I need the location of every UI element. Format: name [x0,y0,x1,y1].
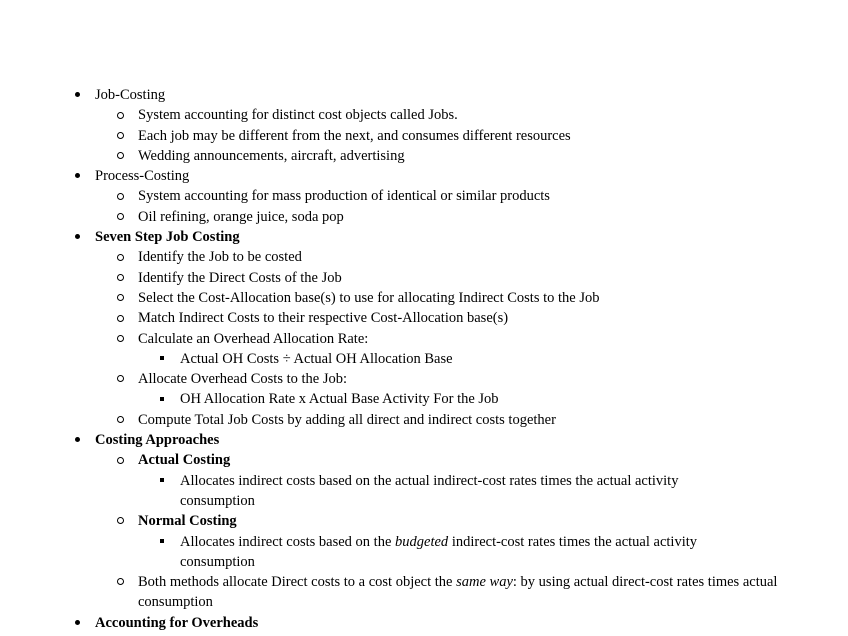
square-bullet-icon [157,389,167,409]
emphasis-text: budgeted [395,533,449,550]
list-item-formula [0,389,848,409]
list-item [0,247,848,267]
circle-bullet-icon [115,126,125,146]
subheading: Actual Costing [138,452,231,469]
disc-bullet-icon [72,430,82,450]
outline-list [0,85,848,633]
list-item-text: Process-Costing [95,168,190,185]
list-item-text: System accounting for mass production of identical or similar products [138,188,550,205]
section-heading: Costing Approaches [95,432,220,449]
disc-bullet-icon [72,166,82,186]
circle-bullet-icon [115,288,125,308]
list-item [0,572,848,613]
list-item-text: Select the Cost-Allocation base(s) to use for allocating Indirect Costs to the Job [138,289,600,306]
list-item-text: Job-Costing [95,87,166,103]
list-item-text: Allocates indirect costs based on the actual indirect-cost rates times the actual activity consumption [180,472,679,509]
list-item-seven-step [0,227,848,247]
list-item-normal-costing [0,511,848,531]
list-item-costing-approaches [0,430,848,450]
list-item-text: Compute Total Job Costs by adding all direct and indirect costs together [138,411,556,428]
list-item-text [138,572,798,613]
list-item-text: Allocate Overhead Costs to the Job: [138,371,347,388]
list-item-text: Actual OH Costs ÷ Actual OH Allocation Base [180,350,453,367]
circle-bullet-icon [115,247,125,267]
circle-bullet-icon [115,308,125,328]
list-item-text: Identify the Direct Costs of the Job [138,269,342,286]
list-item-text: Calculate an Overhead Allocation Rate: [138,330,369,347]
square-bullet-icon [157,349,167,369]
list-item-text [180,532,733,573]
list-item-text: Oil refining, orange juice, soda pop [138,208,344,225]
list-item [0,369,848,389]
circle-bullet-icon [115,369,125,389]
subheading: Normal Costing [138,513,237,530]
list-item-job-costing [0,85,848,105]
list-item-text: Wedding announcements, aircraft, advertising [138,147,405,164]
section-heading: Accounting for Overheads [95,614,259,631]
list-item-process-costing [0,166,848,186]
circle-bullet-icon [115,268,125,288]
list-item [0,186,848,206]
list-item [0,146,848,166]
list-item-text: System accounting for distinct cost objects called Jobs. [138,107,458,124]
list-item [0,471,848,512]
square-bullet-icon [157,532,167,552]
circle-bullet-icon [115,511,125,531]
text-run: indirect-cost rates times the actual activity consumption [180,533,698,570]
list-item-text: Each job may be different from the next, and consumes different resources [138,127,571,144]
disc-bullet-icon [72,227,82,247]
disc-bullet-icon [72,85,82,105]
circle-bullet-icon [115,450,125,470]
list-item [0,126,848,146]
circle-bullet-icon [115,105,125,125]
list-item [0,329,848,349]
text-run: Allocates indirect costs based on the [180,533,396,550]
list-item-text: OH Allocation Rate x Actual Base Activity For the Job [180,391,499,408]
circle-bullet-icon [115,207,125,227]
text-run: Both methods allocate Direct costs to a cost object the [138,574,457,591]
list-item-text: Match Indirect Costs to their respective Cost-Allocation base(s) [138,310,509,327]
section-heading: Seven Step Job Costing [95,229,240,246]
list-item [0,410,848,430]
circle-bullet-icon [115,186,125,206]
list-item-text: Identify the Job to be costed [138,249,302,266]
list-item-formula [0,349,848,369]
circle-bullet-icon [115,329,125,349]
text-run: : by using actual direct-cost rates times actual consumption [138,574,778,611]
list-item-actual-costing [0,450,848,470]
list-item [0,105,848,125]
list-item [0,288,848,308]
circle-bullet-icon [115,572,125,592]
list-item [0,268,848,288]
list-item [0,308,848,328]
emphasis-text: same way [456,574,513,591]
list-item [0,532,848,573]
list-item-accounting-overheads [0,613,848,633]
disc-bullet-icon [72,613,82,633]
circle-bullet-icon [115,410,125,430]
square-bullet-icon [157,471,167,491]
list-item [0,207,848,227]
circle-bullet-icon [115,146,125,166]
